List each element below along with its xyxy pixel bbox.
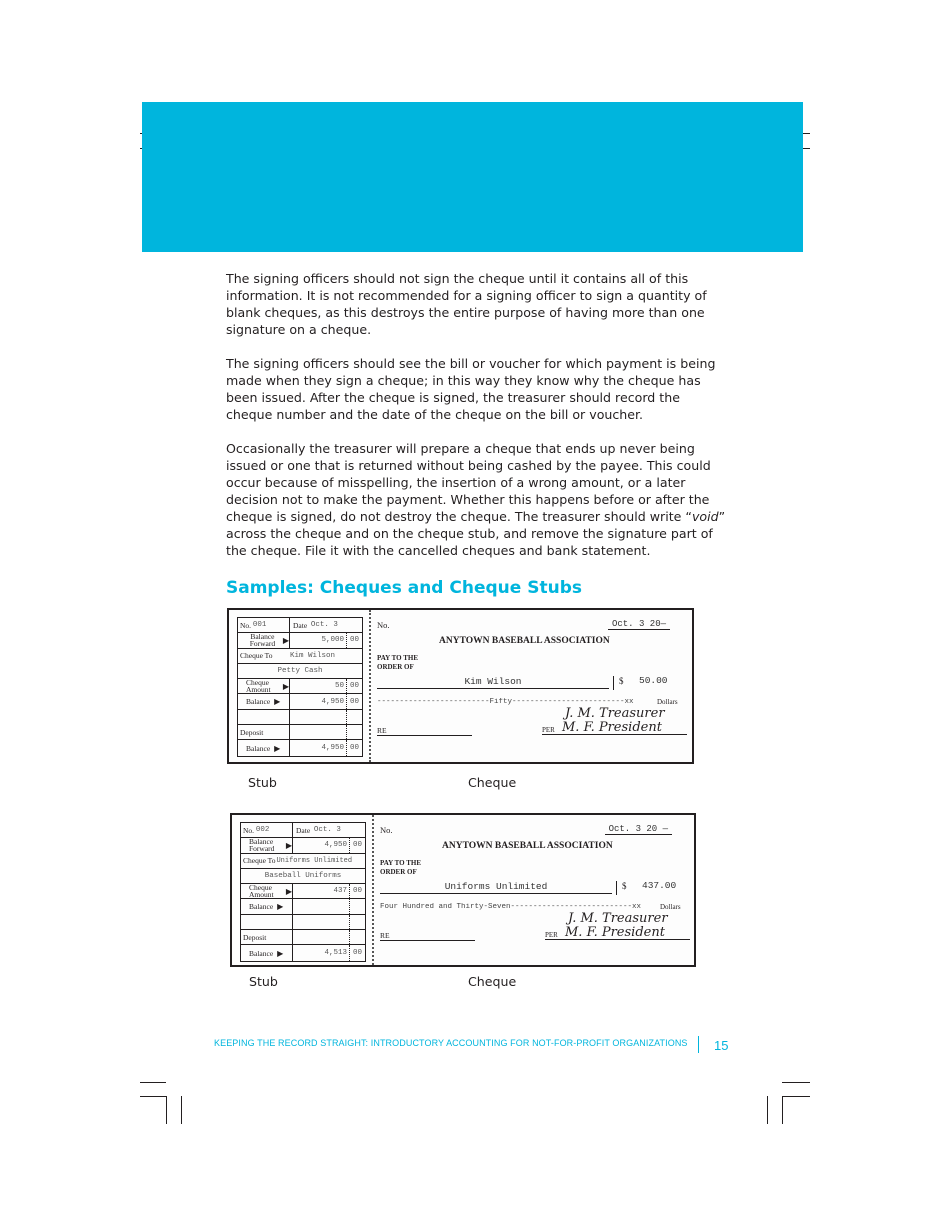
caption-stub: Stub [248, 775, 277, 790]
footer-separator [698, 1036, 699, 1053]
crop-mark [140, 133, 142, 134]
cheque-amount: 50.00 [639, 675, 668, 686]
cheque-sample-2 [230, 813, 696, 967]
caption-cheque: Cheque [468, 775, 517, 790]
page-number: 15 [714, 1038, 729, 1053]
cheque-date: Oct. 3 20 — [605, 824, 672, 835]
perforation [372, 815, 374, 965]
crop-mark [166, 1096, 167, 1124]
caption-cheque: Cheque [468, 974, 517, 989]
caption-stub: Stub [249, 974, 278, 989]
crop-mark [140, 148, 142, 149]
paragraph-2: The signing officers should see the bill or voucher for which payment is being made when they sign a cheque; in this way they know why the cheque has been issued. After the cheque is signed, the treasurer should record the cheque number and the date of the cheque on the bill or voucher. [226, 356, 716, 422]
crop-mark [782, 1082, 810, 1083]
cheque-amount: 437.00 [642, 880, 677, 891]
signature-president: M. F. President [562, 720, 662, 735]
perforation [369, 610, 371, 762]
cheque-date: Oct. 3 20— [608, 619, 670, 630]
crop-mark [803, 148, 810, 149]
section-heading: Samples: Cheques and Cheque Stubs [226, 578, 582, 598]
crop-mark [181, 1096, 182, 1124]
cheque-body: No. Oct. 3 20 — ANYTOWN BASEBALL ASSOCIATION PAY TO THE ORDER OF Uniforms Unlimited $ 437.00 Four Hundred and Thirty-Seven---------------------------xx Dollars J. M. Treasurer RE PER M. F. President [380, 821, 686, 959]
body-text [226, 270, 726, 576]
cheque-body: No. Oct. 3 20— ANYTOWN BASEBALL ASSOCIATION PAY TO THE ORDER OF Kim Wilson $ 50.00 -------------------------Fifty-------------------------xx Dollars J. M. Treasurer RE PER M. F. President [377, 616, 684, 756]
signature-president: M. F. President [565, 925, 665, 940]
crop-mark [782, 1096, 783, 1124]
crop-mark [140, 1082, 166, 1083]
paragraph-1: The signing officers should not sign the cheque until it contains all of this information. It is not recommended for a signing officer to sign a quantity of blank cheques, as this destroys the entire purpose of having more than one signature on a cheque. [226, 271, 707, 337]
crop-mark [140, 1096, 166, 1097]
header-banner [142, 102, 803, 252]
cheque-stub: No. 001 Date Oct. 3 Balance Forward ▶ 5,000 00 Cheque To Kim Wilson Petty Cash Cheque Amount ▶ 50 00 Balance ▶ 4,950 00 Deposit Balance ▶ 4,950 00 [237, 617, 363, 757]
cheque-payee: Kim Wilson [377, 676, 609, 689]
crop-mark [803, 133, 810, 134]
cheque-stub: No. 002 Date Oct. 3 Balance Forward ▶ 4,950 00 Cheque To Uniforms Unlimited Baseball Uniforms Cheque Amount ▶ 437 00 Balance ▶ Deposit Balance ▶ 4,513 00 [240, 822, 366, 962]
signature-treasurer: J. M. Treasurer [568, 911, 668, 926]
crop-mark [782, 1096, 810, 1097]
footer-title: KEEPING THE RECORD STRAIGHT: INTRODUCTORY ACCOUNTING FOR NOT-FOR-PROFIT ORGANIZATIONS [214, 1038, 688, 1048]
cheque-payee: Uniforms Unlimited [380, 881, 612, 894]
crop-mark [767, 1096, 768, 1124]
signature-treasurer: J. M. Treasurer [565, 706, 665, 721]
cheque-sample-1 [227, 608, 694, 764]
paragraph-3: Occasionally the treasurer will prepare a cheque that ends up never being issued or one that is returned without being cashed by the payee. This could occur because of misspelling, the insertion of a wrong amount, or a later decision not to make the payment. Whether this happens before or after the cheque is signed, do not destroy the cheque. The treasurer should write “void” across the cheque and on the cheque stub, and remove the signature part of the cheque. File it with the cancelled cheques and bank statement. [226, 441, 726, 558]
